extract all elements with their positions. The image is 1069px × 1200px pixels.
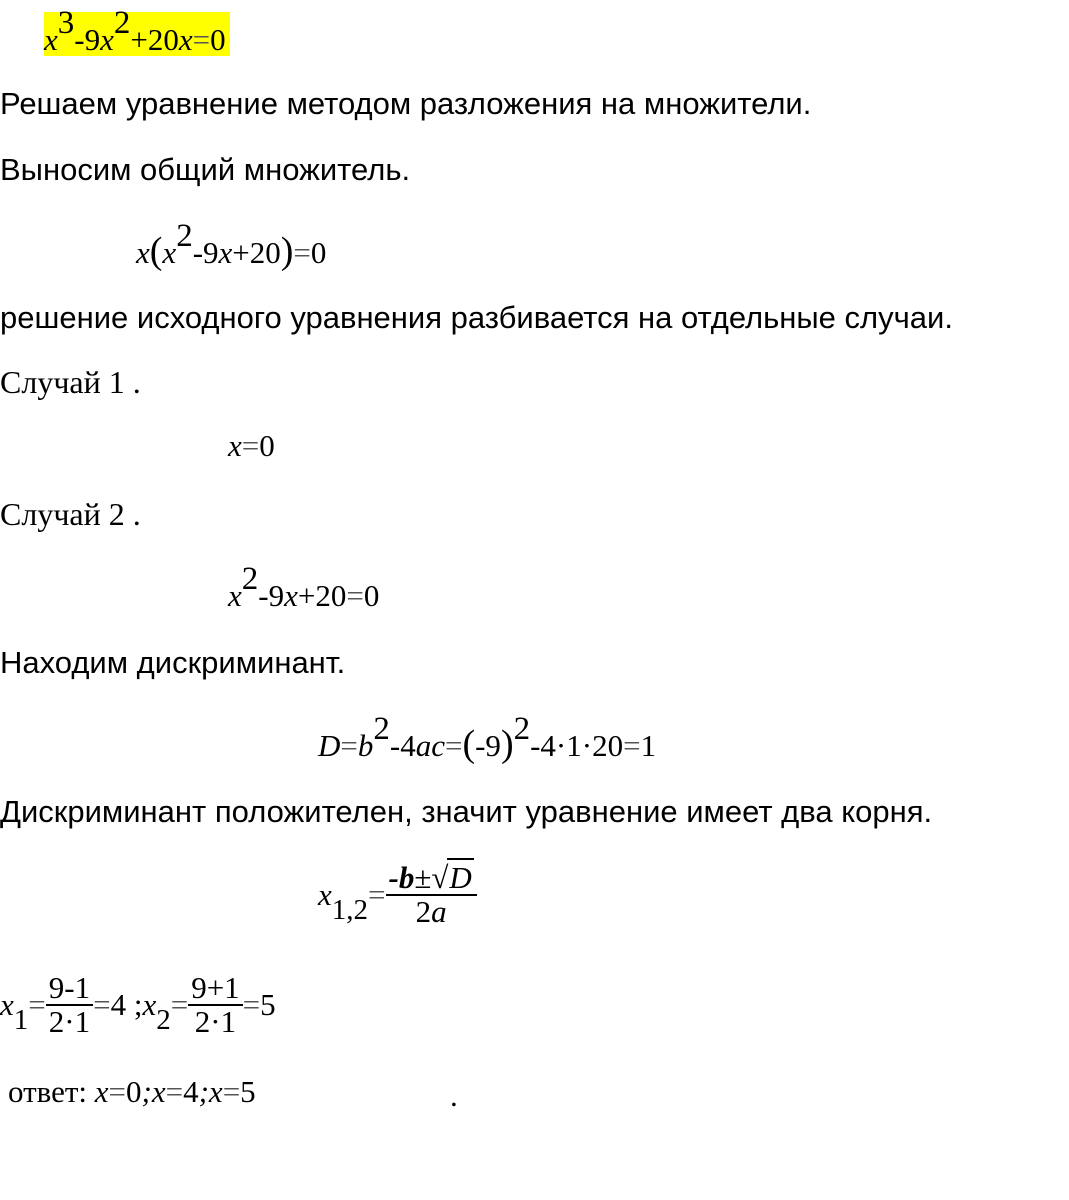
term: -9 [74, 22, 101, 57]
equals-sign: = [93, 987, 111, 1022]
left-paren: ( [462, 723, 476, 765]
term: -9 [258, 578, 285, 613]
var-x: x [208, 1074, 223, 1109]
root-value: 5 [260, 987, 276, 1022]
subscript: 2 [156, 1004, 171, 1036]
equals-sign: = [222, 1074, 241, 1109]
rhs: 0 [259, 428, 275, 463]
rhs: 0 [210, 22, 226, 57]
numerator [386, 862, 477, 896]
answer-value: 5 [240, 1074, 256, 1109]
var-x: x [94, 1074, 109, 1109]
rhs: 0 [363, 578, 380, 613]
equals-sign: = [28, 987, 46, 1022]
separator: ; [198, 1074, 209, 1109]
term: +20 [297, 578, 347, 613]
var-x: x [162, 235, 177, 270]
var-x: x [44, 22, 58, 57]
denominator [386, 896, 477, 928]
var-x: x [142, 987, 157, 1022]
case2-equation [228, 561, 380, 614]
text-discriminant: Находим дискриминант. [0, 645, 346, 680]
var-x: x [136, 235, 150, 270]
text-positive: Дискриминант положителен, значит уравнение имеет два корня. [0, 794, 933, 829]
trailing-dot: . [450, 1078, 458, 1113]
text-common-factor: Выносим общий множитель. [0, 152, 411, 187]
term: -4 [389, 728, 416, 763]
main-equation [44, 5, 230, 57]
text-method: Решаем уравнение методом разложения на множители. [0, 86, 812, 121]
rhs: 0 [310, 235, 327, 270]
text-cases: решение исходного уравнения разбивается на отдельные случаи. [0, 300, 953, 335]
left-paren: ( [149, 230, 163, 272]
var-D: D [449, 860, 472, 895]
denominator: 2·1 [194, 1004, 237, 1039]
equals-sign: = [108, 1074, 127, 1109]
exponent: 3 [57, 5, 75, 41]
fraction [188, 972, 242, 1038]
equals-sign: = [170, 987, 189, 1022]
var-x: x [151, 1074, 166, 1109]
rhs: 1 [640, 728, 657, 763]
root-value: 4 [110, 987, 127, 1022]
exponent: 2 [241, 561, 259, 597]
var-x: x [228, 578, 242, 613]
subscript: 1,2 [331, 894, 369, 926]
equals-sign: = [293, 235, 311, 270]
term: -9 [475, 728, 501, 763]
separator: ; [141, 1074, 152, 1109]
roots-values [0, 972, 276, 1038]
equals-sign: = [346, 578, 364, 613]
term: -9 [192, 235, 219, 270]
equals-sign: = [340, 728, 358, 763]
case1-label: Случай 1 . [0, 364, 141, 400]
var-a: a [431, 894, 447, 929]
plus-minus: ± [414, 860, 432, 895]
var-x: x [178, 22, 193, 57]
var-x: x [100, 22, 114, 57]
fraction [386, 862, 477, 928]
numerator: 9+1 [188, 972, 242, 1006]
equals-sign: = [165, 1074, 184, 1109]
sqrt-icon: √ [431, 860, 449, 895]
term: +20 [232, 235, 281, 270]
var-x: x [284, 578, 298, 613]
denominator: 2·1 [48, 1004, 91, 1039]
var-b: -b [388, 860, 415, 895]
answer-value: 0 [126, 1074, 142, 1109]
case1-equation [228, 428, 275, 464]
exponent: 2 [513, 711, 531, 747]
equals-sign: = [444, 728, 463, 763]
subscript: 1 [13, 1004, 29, 1036]
equals-sign: = [242, 987, 261, 1022]
equals-sign: = [241, 428, 260, 463]
roots-formula [318, 862, 477, 928]
right-paren: ) [280, 230, 294, 272]
separator: ; [126, 987, 143, 1022]
term: -4·1·20 [530, 728, 624, 763]
var-D: D [318, 728, 341, 763]
discriminant-equation [318, 711, 657, 765]
equals-sign: = [192, 22, 211, 57]
var-x: x [218, 235, 233, 270]
var-x: x [0, 987, 14, 1022]
factored-equation [136, 218, 327, 272]
answer-line [8, 1074, 256, 1110]
case2-label: Случай 2 . [0, 496, 141, 532]
var-ac: ac [415, 728, 445, 763]
equals-sign: = [368, 877, 386, 912]
exponent: 2 [113, 5, 131, 41]
exponent: 2 [176, 218, 193, 254]
fraction [46, 972, 93, 1038]
term: +20 [130, 22, 179, 57]
den-number: 2 [415, 894, 432, 929]
right-paren: ) [500, 723, 514, 765]
var-x: x [228, 428, 242, 463]
answer-label: ответ: [8, 1074, 95, 1109]
var-b: b [357, 728, 374, 763]
answer-value: 4 [183, 1074, 199, 1109]
var-x: x [318, 877, 332, 912]
numerator: 9-1 [46, 972, 93, 1006]
exponent: 2 [373, 711, 390, 747]
equals-sign: = [623, 728, 641, 763]
